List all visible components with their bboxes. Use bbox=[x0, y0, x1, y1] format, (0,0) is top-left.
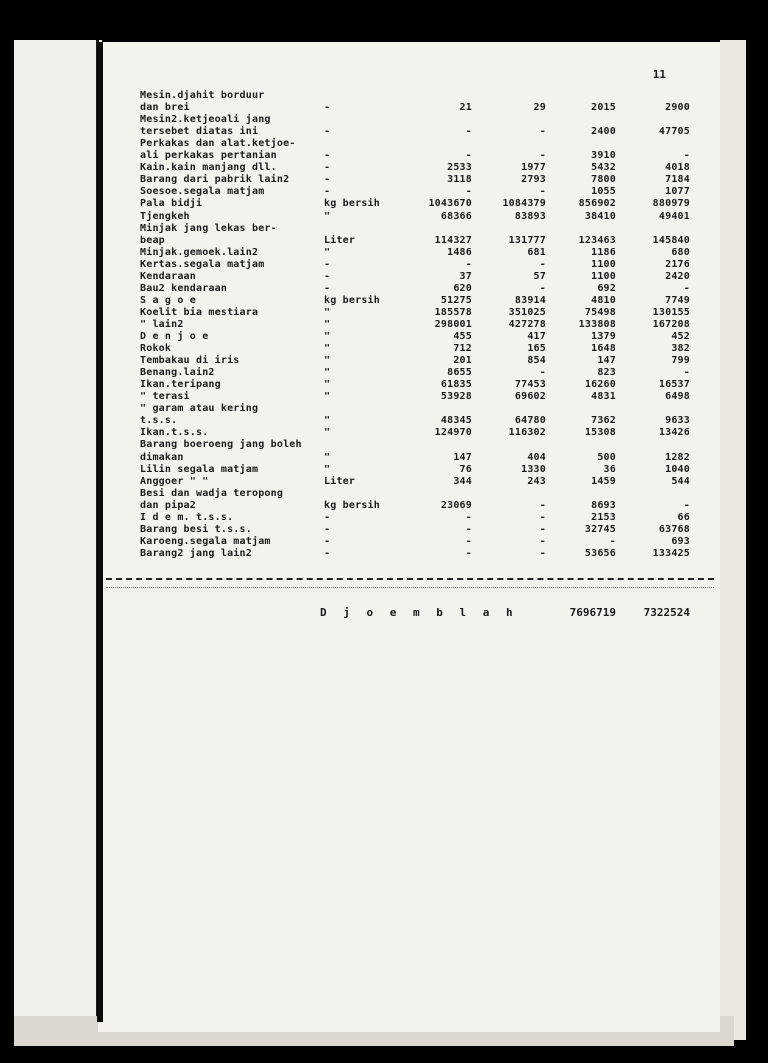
row-value-col4: 16537 bbox=[658, 379, 690, 391]
row-value-col2: - bbox=[539, 126, 546, 138]
row-unit: - bbox=[324, 186, 331, 198]
row-value-col1: - bbox=[465, 511, 472, 523]
row-value-col2: - bbox=[539, 282, 546, 294]
row-unit: " bbox=[324, 318, 331, 330]
row-value-col3: 1100 bbox=[591, 270, 616, 282]
table-row bbox=[98, 283, 720, 295]
row-value-col4: 6498 bbox=[665, 391, 690, 403]
row-name: Tembakau di iris bbox=[140, 355, 240, 367]
table-row bbox=[98, 259, 720, 271]
row-name: Barang besi t.s.s. bbox=[140, 523, 252, 535]
row-value-col1: 68366 bbox=[440, 210, 472, 222]
row-value-col3: 8693 bbox=[591, 499, 616, 511]
row-unit: " bbox=[324, 463, 331, 475]
row-value-col2: - bbox=[539, 547, 546, 559]
row-value-col4: 2176 bbox=[665, 258, 690, 270]
row-value-col3: 1459 bbox=[591, 475, 616, 487]
row-name: dimakan bbox=[140, 451, 184, 463]
row-value-col1: 37 bbox=[459, 270, 472, 282]
row-unit: Liter bbox=[324, 234, 356, 246]
total-row bbox=[98, 606, 720, 620]
row-value-col1: 53928 bbox=[440, 391, 472, 403]
row-value-col3: 16260 bbox=[584, 379, 616, 391]
row-value-col1: - bbox=[465, 535, 472, 547]
row-value-col3: 7800 bbox=[591, 174, 616, 186]
row-unit: " bbox=[324, 331, 331, 342]
row-name: Kain.kain manjang dll. bbox=[140, 162, 277, 174]
row-value-col2: 1330 bbox=[521, 463, 546, 475]
table-row bbox=[98, 319, 720, 331]
table-row bbox=[98, 138, 720, 150]
row-value-col4: - bbox=[683, 150, 690, 162]
row-value-col2: - bbox=[539, 535, 546, 547]
table-row bbox=[98, 235, 720, 247]
row-value-col3: 53656 bbox=[584, 547, 616, 559]
row-value-col3: 2153 bbox=[591, 511, 616, 523]
row-value-col2: 69602 bbox=[514, 391, 546, 403]
row-value-col2: - bbox=[539, 186, 546, 198]
row-value-col2: 427278 bbox=[508, 318, 546, 330]
row-name: t.s.s. bbox=[140, 415, 178, 427]
row-value-col3: 2400 bbox=[591, 126, 616, 138]
row-value-col4: 66 bbox=[677, 511, 690, 523]
row-name: Mesin.djahit borduur bbox=[140, 90, 265, 101]
row-value-col4: 799 bbox=[671, 355, 690, 367]
row-name: ali perkakas pertanian bbox=[140, 150, 277, 162]
row-value-col4: 880979 bbox=[652, 198, 690, 210]
table-row bbox=[98, 367, 720, 379]
row-name: Barang boeroeng jang boleh bbox=[140, 439, 302, 451]
row-value-col4: - bbox=[683, 499, 690, 511]
total-value-col3: 7696719 bbox=[569, 606, 616, 619]
row-value-col2: 165 bbox=[527, 343, 546, 355]
row-value-col3: 5432 bbox=[591, 162, 616, 174]
row-value-col1: 76 bbox=[459, 463, 472, 475]
row-name: Koelit bia mestiara bbox=[140, 306, 259, 318]
row-name: Minjak jang lekas ber- bbox=[140, 222, 277, 234]
row-value-col4: 9633 bbox=[665, 415, 690, 427]
row-value-col1: - bbox=[465, 126, 472, 138]
row-value-col1: 8655 bbox=[447, 367, 472, 379]
row-name: Pala bidji bbox=[140, 198, 203, 210]
row-name: Perkakas dan alat.ketjoe- bbox=[140, 138, 296, 150]
table-row bbox=[98, 331, 720, 343]
row-name: Mesin2.ketjeoali jang bbox=[140, 114, 271, 126]
row-value-col3: 32745 bbox=[584, 523, 616, 535]
total-value-col4: 7322524 bbox=[643, 606, 690, 619]
row-value-col1: 185578 bbox=[434, 306, 472, 318]
row-value-col4: 382 bbox=[671, 343, 690, 355]
separator-dotted-line bbox=[106, 587, 714, 588]
row-value-col1: 455 bbox=[453, 331, 472, 342]
row-name: Minjak.gemoek.lain2 bbox=[140, 246, 259, 258]
row-name: Lilin segala matjam bbox=[140, 463, 259, 475]
row-value-col4: 680 bbox=[671, 246, 690, 258]
row-value-col2: - bbox=[539, 258, 546, 270]
table-row bbox=[98, 90, 720, 102]
row-unit: " bbox=[324, 210, 331, 222]
row-value-col4: 7184 bbox=[665, 174, 690, 186]
row-value-col3: 123463 bbox=[578, 234, 616, 246]
row-value-col1: 201 bbox=[453, 355, 472, 367]
row-value-col1: - bbox=[465, 547, 472, 559]
row-value-col3: 1055 bbox=[591, 186, 616, 198]
table-row bbox=[98, 186, 720, 198]
row-value-col2: 854 bbox=[527, 355, 546, 367]
table-row bbox=[98, 524, 720, 536]
row-name: " terasi bbox=[140, 391, 190, 403]
separator-dashed-line bbox=[106, 578, 714, 580]
row-value-col4: 47705 bbox=[658, 126, 690, 138]
row-name: " lain2 bbox=[140, 318, 184, 330]
row-value-col2: - bbox=[539, 150, 546, 162]
table-row bbox=[98, 150, 720, 162]
table-row bbox=[98, 512, 720, 524]
row-value-col2: 116302 bbox=[508, 427, 546, 439]
row-value-col1: - bbox=[465, 523, 472, 535]
table-row bbox=[98, 379, 720, 391]
row-unit: kg bersih bbox=[324, 198, 380, 210]
row-value-col1: 620 bbox=[453, 282, 472, 294]
row-value-col4: 130155 bbox=[652, 306, 690, 318]
row-value-col2: 2793 bbox=[521, 174, 546, 186]
row-unit: - bbox=[324, 102, 331, 114]
row-unit: - bbox=[324, 150, 331, 162]
row-name: Besi dan wadja teropong bbox=[140, 487, 284, 499]
row-value-col2: 29 bbox=[533, 102, 546, 114]
row-name: Benang.lain2 bbox=[140, 367, 215, 379]
row-value-col2: 77453 bbox=[514, 379, 546, 391]
row-unit: " bbox=[324, 343, 331, 355]
row-value-col2: 83914 bbox=[514, 294, 546, 306]
row-value-col3: 1379 bbox=[591, 331, 616, 342]
row-value-col3: 4831 bbox=[591, 391, 616, 403]
row-value-col3: 692 bbox=[597, 282, 616, 294]
row-unit: - bbox=[324, 126, 331, 138]
row-value-col3: 856902 bbox=[578, 198, 616, 210]
row-value-col1: 114327 bbox=[434, 234, 472, 246]
table-row bbox=[98, 464, 720, 476]
row-unit: Liter bbox=[324, 475, 356, 487]
row-value-col2: 404 bbox=[527, 451, 546, 463]
table-row bbox=[98, 500, 720, 512]
row-value-col3: 2015 bbox=[591, 102, 616, 114]
row-name: Rokok bbox=[140, 343, 172, 355]
row-value-col3: 4810 bbox=[591, 294, 616, 306]
row-value-col1: 147 bbox=[453, 451, 472, 463]
table-row bbox=[98, 391, 720, 403]
table-row bbox=[98, 403, 720, 415]
row-value-col3: 1186 bbox=[591, 246, 616, 258]
next-page-edge bbox=[720, 40, 746, 1040]
row-name: " garam atau kering bbox=[140, 403, 259, 415]
row-unit: " bbox=[324, 306, 331, 318]
row-value-col3: - bbox=[609, 535, 616, 547]
row-name: I d e m. t.s.s. bbox=[140, 511, 234, 523]
table-row bbox=[98, 211, 720, 223]
row-name: D e n j o e bbox=[140, 331, 209, 342]
row-value-col2: - bbox=[539, 499, 546, 511]
table-row bbox=[98, 476, 720, 488]
document-page bbox=[98, 42, 720, 1032]
row-value-col1: 1043670 bbox=[428, 198, 472, 210]
table-row bbox=[98, 307, 720, 319]
row-value-col2: - bbox=[539, 523, 546, 535]
row-value-col1: - bbox=[465, 150, 472, 162]
table-row bbox=[98, 198, 720, 210]
row-value-col4: 133425 bbox=[652, 547, 690, 559]
row-value-col1: 3118 bbox=[447, 174, 472, 186]
row-unit: - bbox=[324, 270, 331, 282]
row-name: Kertas.segala matjam bbox=[140, 258, 265, 270]
table-row bbox=[98, 488, 720, 500]
row-unit: kg bersih bbox=[324, 499, 380, 511]
table-row bbox=[98, 102, 720, 114]
row-value-col4: 7749 bbox=[665, 294, 690, 306]
row-name: Bau2 kendaraan bbox=[140, 282, 228, 294]
row-unit: " bbox=[324, 379, 331, 391]
table-row bbox=[98, 343, 720, 355]
row-unit: - bbox=[324, 258, 331, 270]
row-value-col2: 83893 bbox=[514, 210, 546, 222]
row-name: Anggoer " " bbox=[140, 475, 209, 487]
row-value-col1: 61835 bbox=[440, 379, 472, 391]
table-row bbox=[98, 415, 720, 427]
table-row bbox=[98, 452, 720, 464]
table-row bbox=[98, 247, 720, 259]
row-name: dan pipa2 bbox=[140, 499, 196, 511]
row-value-col2: - bbox=[539, 511, 546, 523]
row-value-col2: 243 bbox=[527, 475, 546, 487]
row-value-col2: 681 bbox=[527, 246, 546, 258]
row-unit: " bbox=[324, 246, 331, 258]
row-value-col1: 48345 bbox=[440, 415, 472, 427]
table-row bbox=[98, 439, 720, 451]
row-name: Karoeng.segala matjam bbox=[140, 535, 271, 547]
row-name: beap bbox=[140, 234, 165, 246]
total-label: D j o e m b l a h bbox=[320, 606, 518, 619]
row-value-col3: 15308 bbox=[584, 427, 616, 439]
row-name: dan brei bbox=[140, 102, 190, 114]
row-value-col2: 417 bbox=[527, 331, 546, 342]
row-unit: " bbox=[324, 367, 331, 379]
row-value-col3: 75498 bbox=[584, 306, 616, 318]
row-value-col1: 1486 bbox=[447, 246, 472, 258]
row-name: tersebet diatas ini bbox=[140, 126, 259, 138]
row-unit: - bbox=[324, 547, 331, 559]
row-value-col3: 147 bbox=[597, 355, 616, 367]
row-unit: - bbox=[324, 523, 331, 535]
table-row bbox=[98, 355, 720, 367]
row-value-col4: 452 bbox=[671, 331, 690, 342]
row-value-col2: 57 bbox=[533, 270, 546, 282]
row-value-col1: - bbox=[465, 258, 472, 270]
row-value-col3: 823 bbox=[597, 367, 616, 379]
row-unit: " bbox=[324, 427, 331, 439]
row-value-col3: 133808 bbox=[578, 318, 616, 330]
table-row bbox=[98, 548, 720, 560]
row-value-col1: 124970 bbox=[434, 427, 472, 439]
page-number: 11 bbox=[652, 68, 666, 81]
row-value-col3: 3910 bbox=[591, 150, 616, 162]
row-name: Kendaraan bbox=[140, 270, 196, 282]
row-value-col3: 7362 bbox=[591, 415, 616, 427]
row-unit: - bbox=[324, 282, 331, 294]
table-row bbox=[98, 536, 720, 548]
row-unit: - bbox=[324, 535, 331, 547]
row-unit: " bbox=[324, 451, 331, 463]
row-value-col3: 500 bbox=[597, 451, 616, 463]
row-value-col2: 1977 bbox=[521, 162, 546, 174]
row-unit: kg bersih bbox=[324, 294, 380, 306]
row-unit: " bbox=[324, 391, 331, 403]
row-value-col4: 544 bbox=[671, 475, 690, 487]
row-value-col4: 1282 bbox=[665, 451, 690, 463]
row-value-col4: - bbox=[683, 282, 690, 294]
row-name: Ikan.teripang bbox=[140, 379, 221, 391]
row-name: S a g o e bbox=[140, 294, 196, 306]
row-value-col4: 167208 bbox=[652, 318, 690, 330]
row-name: Soesoe.segala matjam bbox=[140, 186, 265, 198]
row-unit: - bbox=[324, 162, 331, 174]
row-value-col1: 21 bbox=[459, 102, 472, 114]
row-value-col1: 344 bbox=[453, 475, 472, 487]
row-value-col4: - bbox=[683, 367, 690, 379]
table-row bbox=[98, 162, 720, 174]
row-value-col1: 23069 bbox=[440, 499, 472, 511]
row-unit: - bbox=[324, 174, 331, 186]
row-value-col4: 1040 bbox=[665, 463, 690, 475]
row-name: Barang dari pabrik lain2 bbox=[140, 174, 290, 186]
row-value-col4: 13426 bbox=[658, 427, 690, 439]
row-value-col4: 49401 bbox=[658, 210, 690, 222]
row-value-col1: 298001 bbox=[434, 318, 472, 330]
row-value-col2: 1084379 bbox=[502, 198, 546, 210]
table-row bbox=[98, 114, 720, 126]
previous-page-edge bbox=[14, 40, 102, 1040]
row-unit: " bbox=[324, 355, 331, 367]
row-value-col4: 145840 bbox=[652, 234, 690, 246]
row-value-col2: - bbox=[539, 367, 546, 379]
table-row bbox=[98, 126, 720, 138]
row-value-col2: 131777 bbox=[508, 234, 546, 246]
row-value-col4: 4018 bbox=[665, 162, 690, 174]
row-value-col3: 38410 bbox=[584, 210, 616, 222]
row-name: Barang2 jang lain2 bbox=[140, 547, 252, 559]
row-name: Tjengkeh bbox=[140, 210, 190, 222]
row-value-col4: 2900 bbox=[665, 102, 690, 114]
row-value-col1: 712 bbox=[453, 343, 472, 355]
row-unit: - bbox=[324, 511, 331, 523]
row-value-col4: 2420 bbox=[665, 270, 690, 282]
row-value-col1: 51275 bbox=[440, 294, 472, 306]
row-value-col3: 1100 bbox=[591, 258, 616, 270]
table-row bbox=[98, 295, 720, 307]
table-row bbox=[98, 174, 720, 186]
row-value-col4: 693 bbox=[671, 535, 690, 547]
table-row bbox=[98, 223, 720, 235]
row-value-col3: 1648 bbox=[591, 343, 616, 355]
row-value-col4: 63768 bbox=[658, 523, 690, 535]
table-row bbox=[98, 427, 720, 439]
table-row bbox=[98, 271, 720, 283]
row-name: Ikan.t.s.s. bbox=[140, 427, 209, 439]
row-value-col4: 1077 bbox=[665, 186, 690, 198]
row-value-col3: 36 bbox=[603, 463, 616, 475]
row-value-col1: - bbox=[465, 186, 472, 198]
row-value-col2: 64780 bbox=[514, 415, 546, 427]
row-unit: " bbox=[324, 415, 331, 427]
row-value-col1: 2533 bbox=[447, 162, 472, 174]
page-fold bbox=[97, 42, 103, 1022]
row-value-col2: 351025 bbox=[508, 306, 546, 318]
